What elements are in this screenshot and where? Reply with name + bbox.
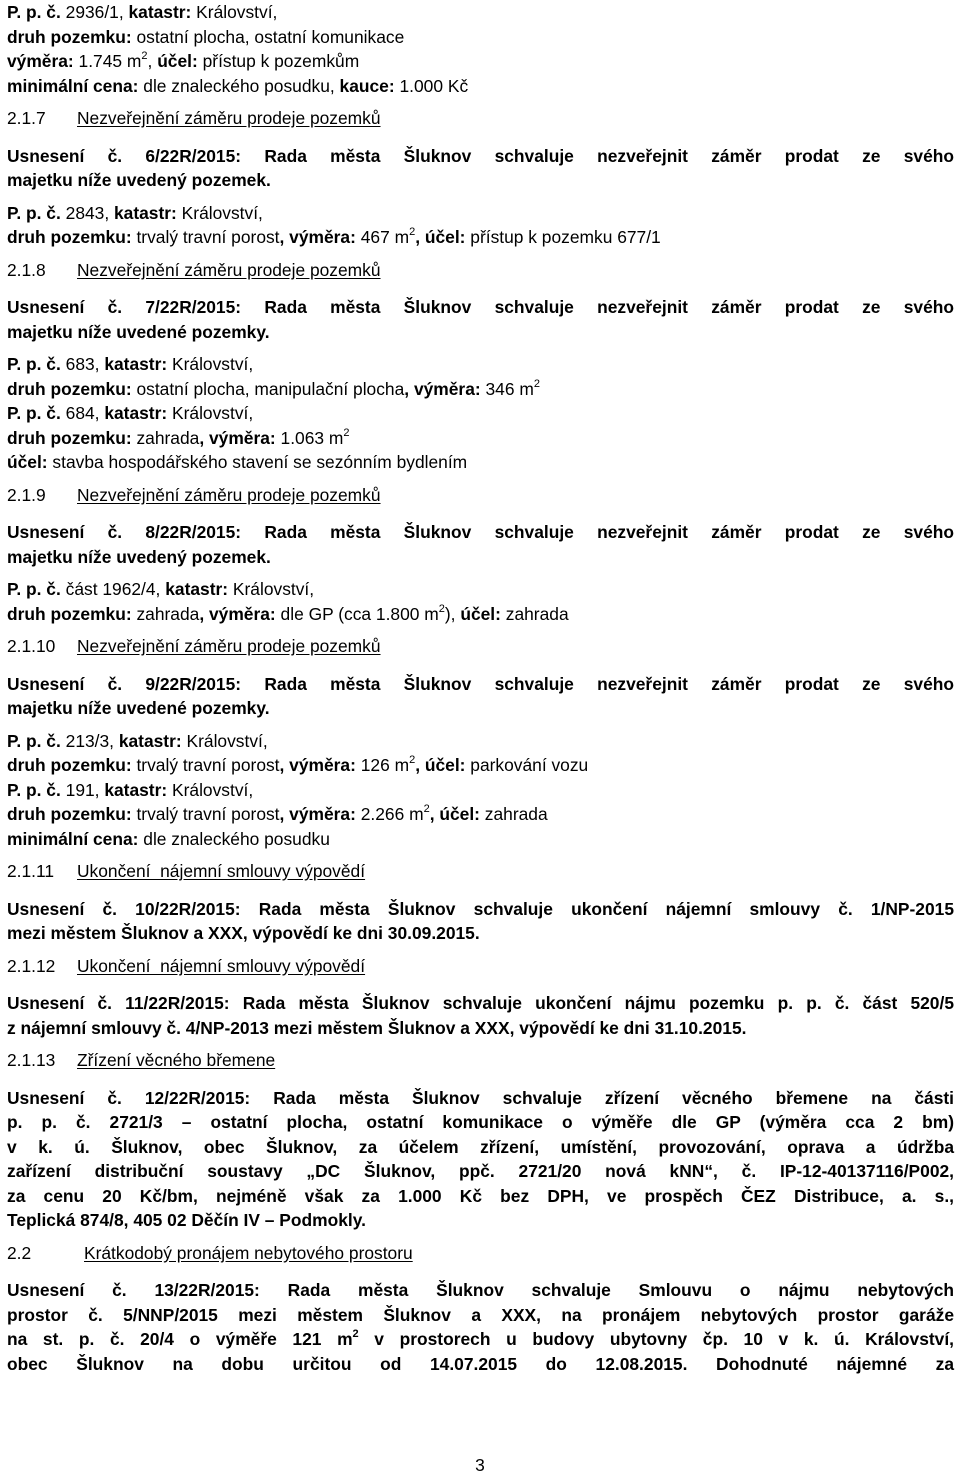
value: 467 m: [355, 227, 410, 247]
parcel-line: [7, 602, 954, 627]
value: dle znaleckého posudku: [138, 828, 330, 849]
value: 191,: [60, 779, 105, 800]
label: druh pozemku:: [7, 804, 132, 824]
label: druh pozemku:: [7, 26, 132, 47]
value: dle GP (cca 1.800 m: [275, 603, 439, 624]
section-heading-2-2: [7, 1241, 954, 1266]
label: účel:: [157, 51, 198, 71]
resolution-line: majetku níže uvedený pozemek.: [7, 546, 271, 567]
value: část 1962/4,: [60, 579, 166, 599]
value: trvalý travní porost: [131, 227, 280, 247]
resolution-line: Usnesení č. 13/22R/2015: Rada města Šluknov schvaluje Smlouvu o nájmu nebytových: [7, 1280, 954, 1300]
section-title: Nezveřejnění záměru prodeje pozemků: [77, 636, 381, 656]
parcel-line: [7, 753, 954, 778]
resolution-line: majetku níže uvedené pozemky.: [7, 698, 270, 718]
value: 2936/1,: [60, 2, 129, 22]
label: , výměra:: [279, 804, 356, 824]
parcel-line: [7, 401, 954, 426]
value: 1.000 Kč: [394, 75, 469, 96]
section-number: 2.1.12: [7, 955, 56, 976]
parcel-block-2936-1: [7, 0, 954, 98]
value: přístup k pozemkům: [197, 51, 360, 71]
section-title: Nezveřejnění záměru prodeje pozemků: [77, 108, 381, 128]
label: katastr:: [165, 579, 229, 599]
resolution-line: v k. ú. Šluknov, obec Šluknov, za účelem zřízení, umístění, provozování, oprava a údržba: [7, 1136, 954, 1157]
label: , výměra:: [279, 755, 356, 775]
section-heading-2-1-7: [7, 106, 954, 131]
label: druh pozemku:: [7, 755, 132, 775]
resolution-line: Usnesení č. 9/22R/2015: Rada města Šluknov schvaluje nezveřejnit záměr prodat ze svého: [7, 673, 954, 694]
label: druh pozemku:: [7, 603, 132, 624]
value: Království,: [191, 2, 278, 22]
section-heading-2-1-11: [7, 859, 954, 884]
section-number: 2.1.8: [7, 259, 46, 280]
label: katastr:: [104, 779, 168, 800]
value: zahrada: [131, 603, 200, 624]
superscript: 2: [141, 50, 148, 62]
value: 126 m: [355, 755, 410, 775]
parcel-line: [7, 74, 954, 99]
parcel-line: [7, 0, 954, 25]
section-number: 2.2: [7, 1242, 32, 1263]
value: trvalý travní porost: [131, 804, 280, 824]
value: dle znaleckého posudku,: [138, 75, 340, 96]
value: ),: [444, 603, 461, 624]
label: kauce:: [339, 75, 395, 96]
parcel-line: [7, 729, 954, 754]
superscript: 2: [423, 803, 430, 815]
value: Království,: [176, 202, 263, 223]
label: katastr:: [104, 403, 168, 423]
value: ostatní plocha, manipulační plocha: [131, 378, 405, 399]
value: 1.063 m: [275, 427, 344, 448]
parcel-line: [7, 577, 954, 602]
section-number: 2.1.10: [7, 636, 56, 656]
section-title: Ukončení nájemní smlouvy výpovědí: [77, 861, 366, 881]
resolution-line: z nájemní smlouvy č. 4/NP-2013 mezi městem Šluknov a XXX, výpovědí ke dni 31.10.2015.: [7, 1017, 747, 1038]
resolution-line: Usnesení č. 12/22R/2015: Rada města Šluknov schvaluje zřízení věcného břemene na části: [7, 1087, 954, 1108]
section-title: Zřízení věcného břemene: [77, 1050, 276, 1070]
parcel-line: [7, 225, 954, 250]
parcel-line: [7, 352, 954, 377]
label: P. p. č.: [7, 403, 61, 423]
label: , účel:: [415, 227, 466, 247]
value: Království,: [167, 779, 254, 800]
label: P. p. č.: [7, 579, 61, 599]
resolution-line: Usnesení č. 11/22R/2015: Rada města Šluknov schvaluje ukončení nájmu pozemku p. p. č. část 520/5: [7, 993, 954, 1013]
value: parkování vozu: [465, 755, 589, 775]
label: , výměra:: [404, 378, 481, 399]
superscript: 2: [438, 602, 445, 615]
resolution-line: zařízení distribuční soustavy „DC Šluknov, ppč. 2721/20 nová kNN“, č. IP-12-40137116/P002,: [7, 1161, 954, 1181]
superscript: 2: [533, 377, 540, 390]
resolution-line: majetku níže uvedené pozemky.: [7, 321, 270, 342]
label: , výměra:: [199, 603, 276, 624]
value: Království,: [167, 354, 254, 374]
value: zahrada: [479, 804, 548, 824]
label: katastr:: [118, 730, 182, 751]
section-title: Nezveřejnění záměru prodeje pozemků: [77, 259, 381, 280]
parcel-line: [7, 49, 954, 74]
superscript: 2: [409, 754, 416, 766]
label: druh pozemku:: [7, 378, 132, 399]
label: účel:: [7, 452, 48, 472]
resolution-line: Usnesení č. 6/22R/2015: Rada města Šluknov schvaluje nezveřejnit záměr prodat ze svého: [7, 145, 954, 166]
label: druh pozemku:: [7, 227, 132, 247]
text: v prostorech u budovy ubytovny čp. 10 v k. ú. Království,: [358, 1329, 954, 1349]
label: katastr:: [104, 354, 168, 374]
parcel-line: [7, 450, 954, 475]
value: stavba hospodářského stavení se sezónním bydlením: [47, 452, 468, 472]
resolution-line: Usnesení č. 7/22R/2015: Rada města Šluknov schvaluje nezveřejnit záměr prodat ze svého: [7, 297, 954, 317]
resolution-line: mezi městem Šluknov a XXX, výpovědí ke dni 30.09.2015.: [7, 923, 480, 943]
label: P. p. č.: [7, 730, 61, 751]
value: zahrada: [131, 427, 200, 448]
section-heading-2-1-13: [7, 1048, 954, 1073]
section-title: Nezveřejnění záměru prodeje pozemků: [77, 484, 381, 505]
section-number: 2.1.7: [7, 108, 46, 128]
label: P. p. č.: [7, 2, 61, 22]
label: účel:: [460, 603, 501, 624]
section-number: 2.1.11: [7, 861, 55, 881]
text: na st. p. č. 20/4 o výměře 121 m: [7, 1329, 353, 1349]
value: Království,: [167, 403, 254, 423]
resolution-line: obec Šluknov na dobu určitou od 14.07.2015 do 12.08.2015. Dohodnuté nájemné za: [7, 1353, 954, 1374]
label: katastr:: [128, 2, 192, 22]
superscript: 2: [343, 426, 350, 439]
page-number: 3: [475, 1455, 485, 1475]
value: zahrada: [500, 603, 569, 624]
resolution-line: Teplická 874/8, 405 02 Děčín IV – Podmokly.: [7, 1210, 366, 1230]
parcel-line: [7, 778, 954, 803]
section-title: Krátkodobý pronájem nebytového prostoru: [84, 1242, 413, 1263]
resolution-line: Usnesení č. 10/22R/2015: Rada města Šluknov schvaluje ukončení nájemní smlouvy č. 1/NP-2015: [7, 898, 954, 919]
resolution-line: majetku níže uvedený pozemek.: [7, 170, 271, 190]
resolution-line: p. p. č. 2721/3 – ostatní plocha, ostatní komunikace o výměře dle GP (výměra cca 2 bm): [7, 1112, 954, 1132]
parcel-line: [7, 377, 954, 402]
label: katastr:: [114, 202, 177, 223]
section-heading-2-1-12: [7, 954, 954, 979]
label: , účel:: [415, 755, 466, 775]
value: Království,: [181, 730, 268, 751]
parcel-line: [7, 426, 954, 451]
label: druh pozemku:: [7, 427, 132, 448]
parcel-line: [7, 827, 954, 852]
parcel-line: [7, 25, 954, 50]
label: P. p. č.: [7, 779, 61, 800]
label: výměra:: [7, 51, 74, 71]
value: 683,: [60, 354, 105, 374]
section-heading-2-1-8: [7, 258, 954, 283]
label: minimální cena:: [7, 828, 139, 849]
label: P. p. č.: [7, 202, 61, 223]
label: minimální cena:: [7, 75, 139, 96]
value: ostatní plocha, ostatní komunikace: [131, 26, 405, 47]
section-title: Ukončení nájemní smlouvy výpovědí: [77, 955, 366, 976]
superscript: 2: [409, 226, 416, 238]
parcel-line: [7, 802, 954, 827]
resolution-line: [7, 1327, 954, 1352]
value: 213/3,: [60, 730, 119, 751]
value: ,: [147, 51, 158, 71]
value: 1.745 m: [73, 51, 142, 71]
value: 2.266 m: [355, 804, 424, 824]
section-number: 2.1.9: [7, 484, 46, 505]
superscript: 2: [352, 1328, 359, 1340]
section-heading-2-1-10: [7, 634, 954, 659]
label: , účel:: [429, 804, 480, 824]
value: trvalý travní porost: [131, 755, 280, 775]
resolution-line: Usnesení č. 8/22R/2015: Rada města Šluknov schvaluje nezveřejnit záměr prodat ze svého: [7, 522, 954, 542]
parcel-line: [7, 201, 954, 226]
value: Království,: [228, 579, 315, 599]
label: , výměra:: [279, 227, 356, 247]
value: 684,: [60, 403, 105, 423]
label: P. p. č.: [7, 354, 61, 374]
resolution-line: prostor č. 5/NNP/2015 mezi městem Šluknov a XXX, na pronájem nebytových prostor garáže: [7, 1304, 954, 1325]
value: přístup k pozemku 677/1: [465, 227, 661, 247]
section-number: 2.1.13: [7, 1050, 56, 1070]
value: 346 m: [480, 378, 534, 399]
section-heading-2-1-9: [7, 483, 954, 508]
value: 2843,: [60, 202, 114, 223]
label: , výměra:: [199, 427, 276, 448]
resolution-line: za cenu 20 Kč/bm, nejméně však za 1.000 Kč bez DPH, ve prospěch ČEZ Distribuce, a. s.,: [7, 1185, 954, 1206]
